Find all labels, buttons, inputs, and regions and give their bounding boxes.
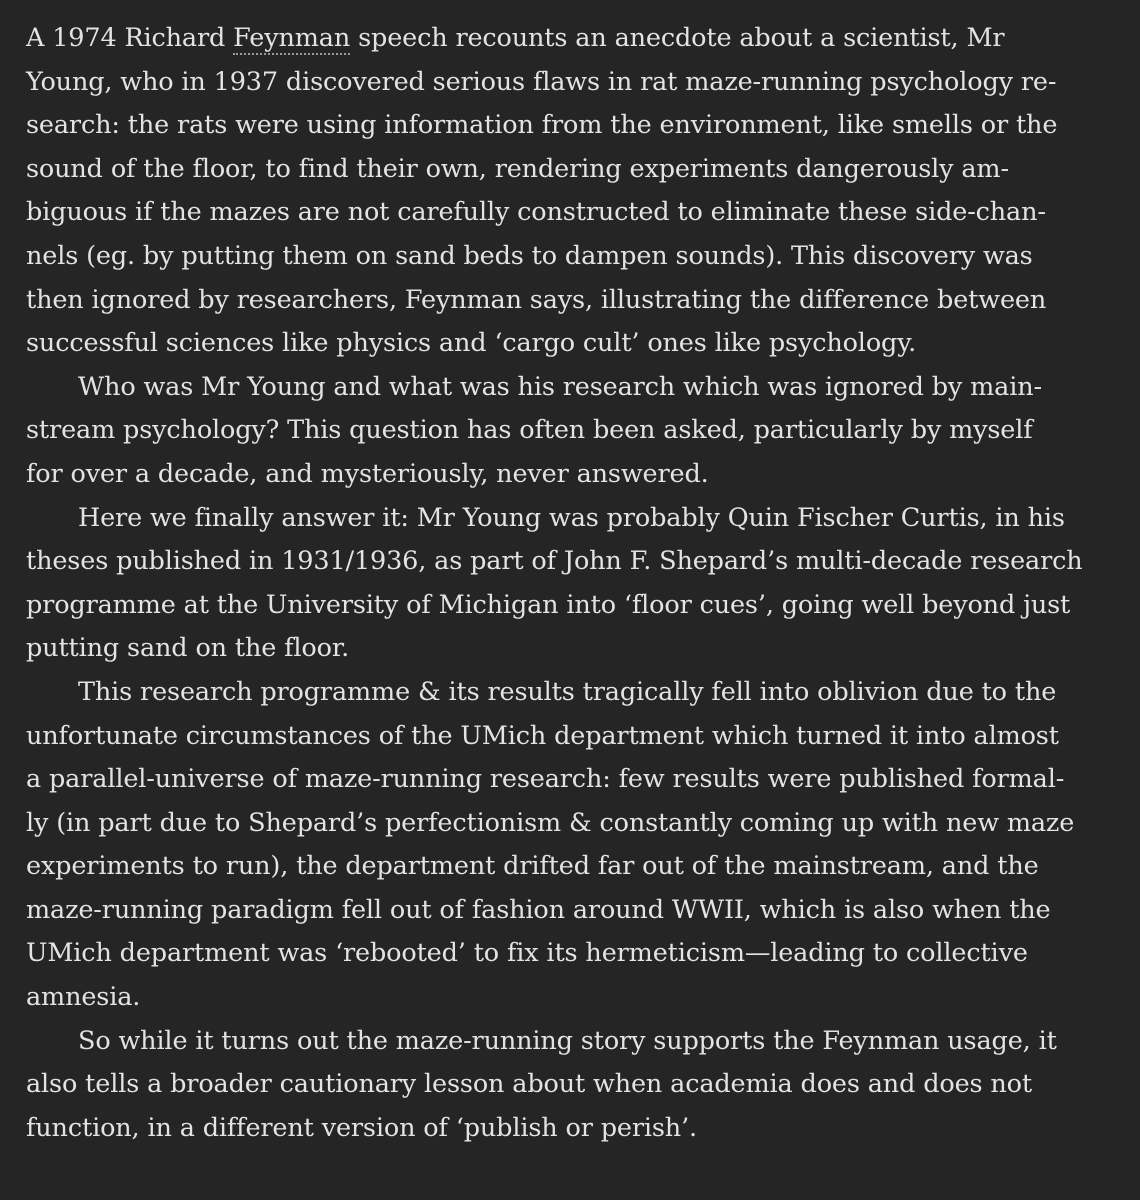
text-line: experiments to run), the department drifted far out of the mainstream, and the xyxy=(26,851,1039,882)
text-line: nels (eg. by putting them on sand beds to dampen sounds). This discovery was xyxy=(26,240,1033,271)
article-body xyxy=(26,17,1126,1150)
text-line: a parallel-universe of maze-running research: few results were published formal- xyxy=(26,764,1065,795)
text-line: also tells a broader cautionary lesson about when academia does and does not xyxy=(26,1069,1032,1100)
paragraph-3 xyxy=(26,497,1126,671)
text-line: successful sciences like physics and ‘cargo cult’ ones like psychology. xyxy=(26,328,917,359)
text-segment: speech recounts an anecdote about a scientist, Mr xyxy=(350,23,1005,53)
paragraph-2 xyxy=(26,366,1126,497)
text-line: then ignored by researchers, Feynman says, illustrating the difference between xyxy=(26,284,1047,315)
paragraph-4 xyxy=(26,671,1126,1020)
text-line: ly (in part due to Shepard’s perfectionism & constantly coming up with new maze xyxy=(26,807,1075,838)
text-line: sound of the floor, to find their own, rendering experiments dangerously am- xyxy=(26,153,1009,184)
text-line: Who was Mr Young and what was his research which was ignored by main- xyxy=(78,371,1042,402)
text-line: UMich department was ‘rebooted’ to fix its hermeticism—leading to collective xyxy=(26,938,1028,969)
text-line xyxy=(26,17,1126,61)
text-line: maze-running paradigm fell out of fashion around WWII, which is also when the xyxy=(26,894,1051,925)
text-line: unfortunate circumstances of the UMich department which turned it into almost xyxy=(26,720,1059,751)
paragraph-5 xyxy=(26,1020,1126,1151)
text-line: programme at the University of Michigan into ‘floor cues’, going well beyond just xyxy=(26,589,1071,620)
paragraph-1 xyxy=(26,17,1126,366)
text-line: Young, who in 1937 discovered serious flaws in rat maze-running psychology re- xyxy=(26,66,1057,97)
text-line: search: the rats were using information from the environment, like smells or the xyxy=(26,110,1058,141)
text-line: amnesia. xyxy=(26,982,141,1013)
text-line: This research programme & its results tragically fell into oblivion due to the xyxy=(78,676,1057,707)
text-line: stream psychology? This question has often been asked, particularly by myself xyxy=(26,415,1033,446)
text-line: biguous if the mazes are not carefully constructed to eliminate these side-chan- xyxy=(26,197,1046,228)
text-segment: A 1974 Richard xyxy=(26,23,234,53)
text-line: function, in a different version of ‘publish or perish’. xyxy=(26,1112,697,1143)
text-line: theses published in 1931/1936, as part of John F. Shepard’s multi-decade research xyxy=(26,546,1083,577)
feynman-link[interactable]: Feynman xyxy=(233,23,351,53)
text-line: for over a decade, and mysteriously, never answered. xyxy=(26,458,709,489)
text-line: putting sand on the floor. xyxy=(26,633,350,664)
text-line: So while it turns out the maze-running story supports the Feynman usage, it xyxy=(78,1025,1057,1056)
text-line: Here we finally answer it: Mr Young was probably Quin Fischer Curtis, in his xyxy=(78,502,1065,533)
